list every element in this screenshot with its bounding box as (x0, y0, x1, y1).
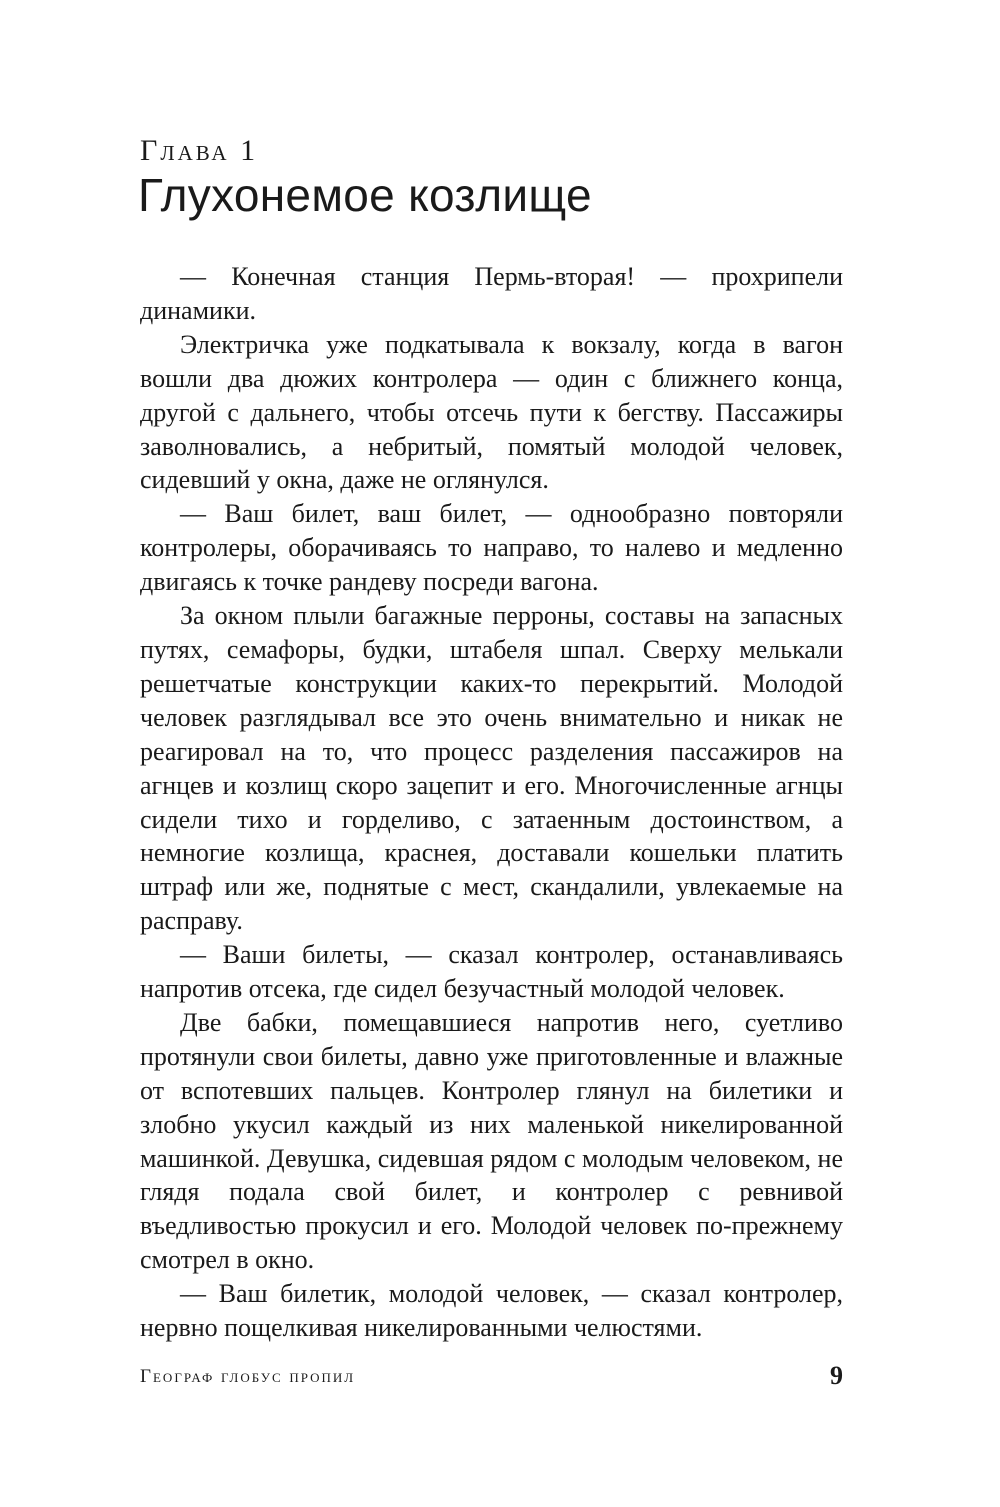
running-footer-book-title: Географ глобус пропил (140, 1366, 356, 1387)
paragraph: — Ваш билетик, молодой человек, — сказал контролер, нервно пощелкивая никелированными челюстями. (140, 1279, 843, 1343)
page-number: 9 (830, 1361, 843, 1390)
paragraph: Электричка уже подкатывала к вокзалу, когда в вагон вошли два дюжих контролера — один с ближнего конца, другой с дальнего, чтобы отсечь пути к бегству. Пассажиры заволновались, а небритый, помятый молодой человек, сидевший у окна, даже не оглянулся. (140, 329, 843, 495)
paragraph: — Ваши билеты, — сказал контролер, останавливаясь напротив отсека, где сидел безучастный молодой человек. (140, 940, 843, 1004)
paragraph: — Ваш билет, ваш билет, — однообразно повторяли контролеры, оборачиваясь то направо, то налево и медленно двигаясь к точке рандеву посреди вагона. (140, 499, 843, 597)
paragraph: — Конечная станция Пермь-вторая! — прохрипели динамики. (140, 262, 843, 325)
chapter-title: Глухонемое козлище (138, 169, 592, 221)
paragraph: Две бабки, помещавшиеся напротив него, суетливо протянули свои билеты, давно уже приготовленные и влажные от вспотевших пальцев. Контролер глянул на билетики и злобно укусил каждый из них маленькой никелированной машинкой. Девушка, сидевшая рядом с молодым человеком, не глядя подала свой билет, и контролер с ревнивой въедливостью прокусил и его. Молодой человек по-прежнему смотрел в окно. (140, 1007, 843, 1275)
body-text (140, 260, 843, 1345)
chapter-label: Глава 1 (140, 134, 259, 167)
paragraph: За окном плыли багажные перроны, составы на запасных путях, семафоры, будки, штабеля шпал. Сверху мелькали решетчатые конструкции каких-то перекрытий. Молодой человек разглядывал все это очень внимательно и никак не реагировал на то, что процесс разделения пассажиров на агнцев и козлищ скоро зацепит и его. Многочисленные агнцы сидели тихо и горделиво, с затаенным достоинством, а немногие козлища, краснея, доставали кошельки платить штраф или же, поднятые с мест, скандалили, увлекаемые на расправу. (140, 601, 843, 936)
